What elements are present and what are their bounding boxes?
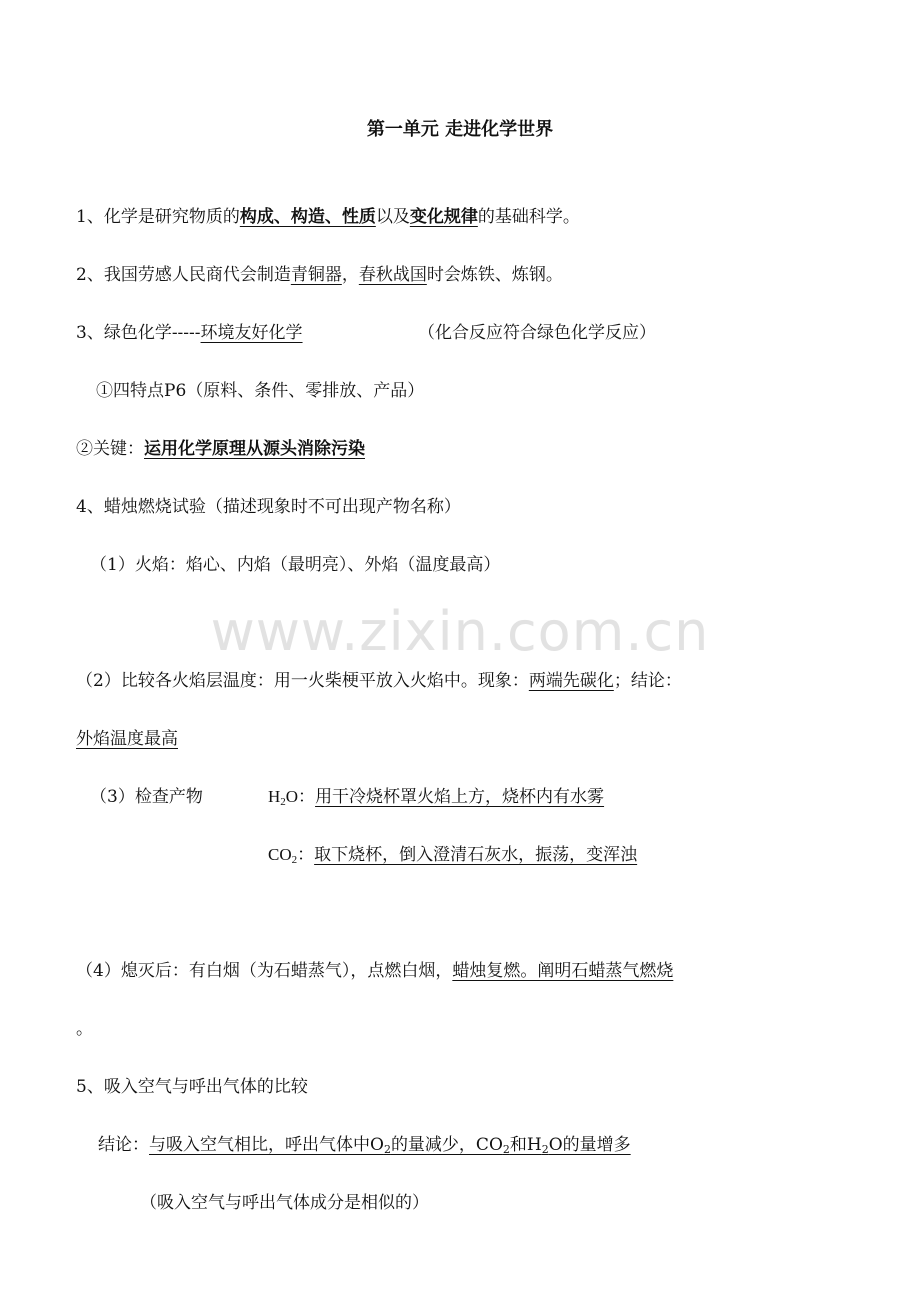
underlined-term: 运用化学原理从源头消除污染: [144, 439, 365, 459]
subscript: 2: [280, 796, 286, 808]
paragraph-4-2: [76, 669, 682, 693]
text: 以及: [375, 207, 410, 227]
paragraph-4-3-h2o: [268, 785, 604, 809]
text: O的量增多: [548, 1135, 631, 1155]
text: ：: [297, 845, 315, 864]
paragraph-4-1: （1）火焰：焰心、内焰（最明亮）、外焰（温度最高）: [90, 555, 501, 575]
page-title: 第一单元 走进化学世界: [366, 119, 554, 140]
subscript: 2: [541, 1143, 549, 1156]
paragraph-2: [76, 263, 563, 287]
underlined-term: 用干冷烧杯罩火焰上方，烧杯内有水雾: [315, 787, 605, 807]
underlined-term: 变化规律: [409, 207, 478, 227]
subscript: 2: [502, 1143, 510, 1156]
text: （4）熄灭后：有白烟（为石蜡蒸气），点燃白烟，: [76, 961, 453, 981]
text: CO: [268, 845, 292, 864]
text: 结论：: [98, 1135, 149, 1155]
watermark: www.zixin.com.cn: [210, 600, 710, 663]
text: ，: [341, 265, 359, 285]
text: ；结论：: [613, 671, 682, 691]
paragraph-3a: ①四特点P6（原料、条件、零排放、产品）: [96, 381, 425, 401]
paragraph-4-2-conclusion: 外焰温度最高: [76, 729, 178, 749]
subscript: 2: [291, 854, 298, 866]
underlined-term: 蜡烛复燃。阐明石蜡蒸气燃烧: [452, 961, 674, 981]
text: 与吸入空气相比，呼出气体中O: [149, 1135, 384, 1155]
paragraph-4: 4、蜡烛燃烧试验（描述现象时不可出现产物名称）: [76, 497, 461, 517]
text: H: [268, 787, 281, 806]
text: 1、化学是研究物质的: [76, 207, 240, 227]
paragraph-5: 5、吸入空气与呼出气体的比较: [76, 1077, 308, 1097]
text: 2、我国劳感人民商代会制造: [76, 265, 291, 285]
text: 3、绿色化学-----: [76, 323, 201, 343]
text: 和H: [509, 1135, 542, 1155]
text: 的基础科学。: [477, 207, 580, 227]
underlined-term: 环境友好化学: [200, 323, 303, 343]
text: ②关键：: [76, 439, 144, 459]
underlined-term: 取下烧杯，倒入澄清石灰水，振荡，变浑浊: [314, 845, 638, 865]
paragraph-3-note: （化合反应符合绿色化学反应）: [418, 323, 656, 343]
paragraph-4-4: [76, 959, 673, 983]
subscript: 2: [383, 1143, 391, 1156]
paragraph-5-conclusion: [98, 1133, 631, 1157]
paragraph-4-3-co2: [268, 843, 637, 867]
paragraph-3: [76, 321, 303, 345]
underlined-term: 两端先碳化: [528, 671, 614, 691]
text: 的量减少，CO: [390, 1135, 503, 1155]
underlined-term: 青铜器: [290, 265, 342, 285]
paragraph-5-note: （吸入空气与呼出气体成分是相似的）: [140, 1193, 429, 1213]
text: （2）比较各火焰层温度：用一火柴梗平放入火焰中。现象：: [76, 671, 529, 691]
text: 时会炼铁、炼钢。: [426, 265, 563, 285]
text: O：: [285, 787, 316, 806]
paragraph-3b: [76, 437, 365, 461]
underlined-term: 春秋战国: [358, 265, 427, 285]
paragraph-4-4-end: 。: [76, 1019, 93, 1039]
paragraph-4-3-label: （3）检查产物: [90, 787, 203, 807]
underlined-term: 构成、构造、性质: [239, 207, 376, 227]
paragraph-1: [76, 205, 580, 229]
